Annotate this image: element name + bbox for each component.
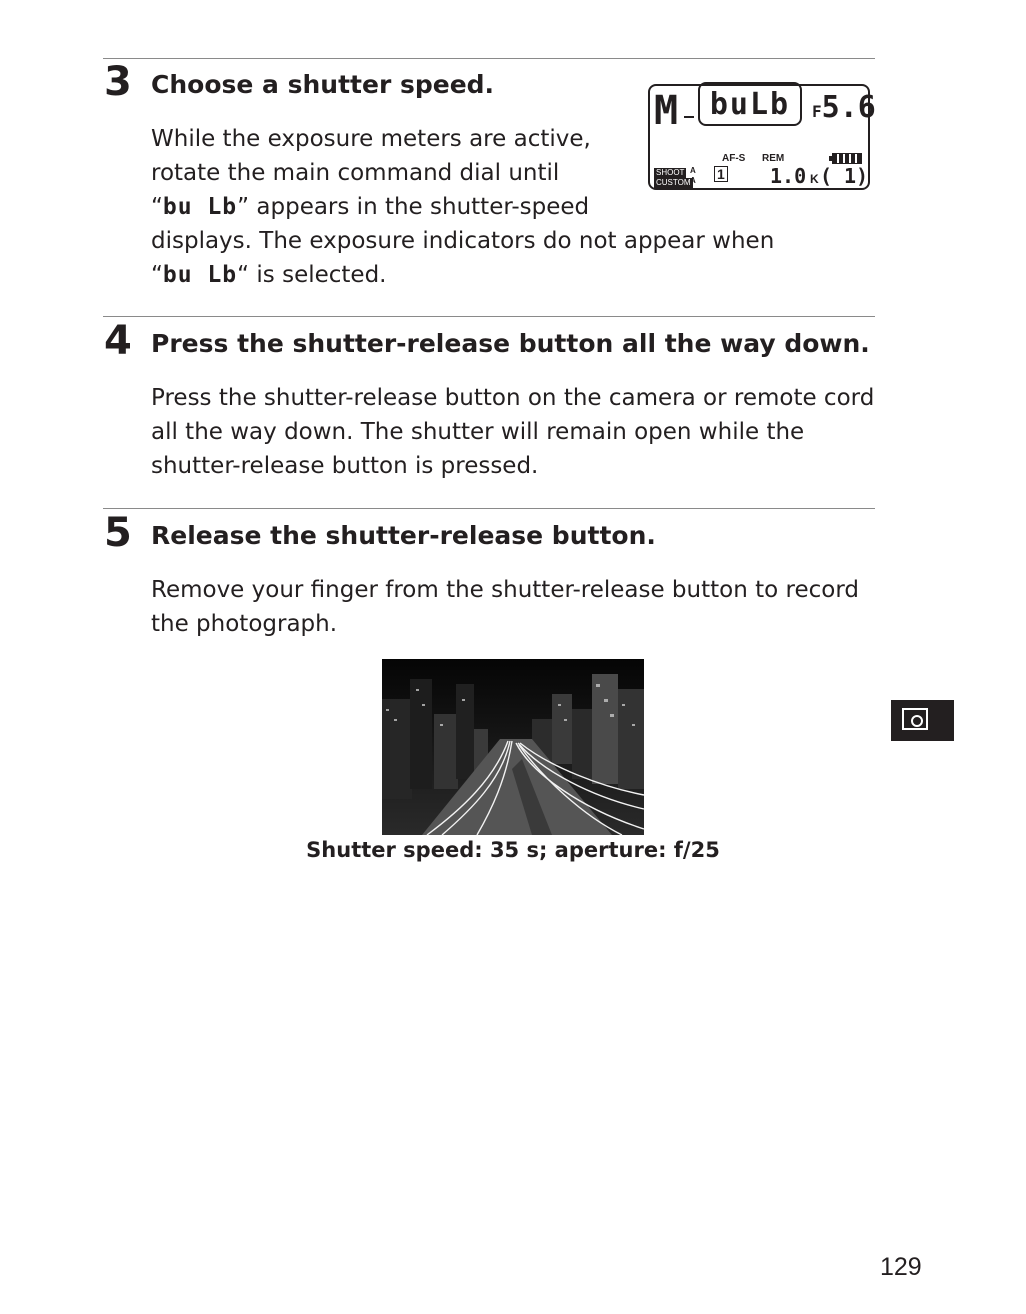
control-panel-illustration (648, 84, 876, 190)
lcd-shutter-speed: buLb (698, 82, 802, 126)
page-number: 129 (880, 1253, 922, 1281)
divider (103, 316, 875, 317)
quote-mark: “ (151, 194, 163, 220)
step-title: Release the shutter-release button. (151, 521, 656, 550)
lcd-frame: 1) (844, 164, 869, 188)
lcd-aperture-value: 5.6 (821, 90, 876, 125)
shooting-mode-icon (902, 708, 928, 730)
photo-caption: Shutter speed: 35 s; aperture: f/25 (306, 838, 720, 862)
body-line: shutter-release button is pressed. (151, 453, 539, 479)
step-number: 5 (104, 510, 132, 556)
step-number: 4 (104, 318, 132, 364)
lcd-mode: M (654, 88, 679, 134)
night-highway-photo (382, 659, 644, 835)
body-line: the photograph. (151, 611, 338, 637)
lcd-custom-bank: A (690, 176, 696, 185)
body-text: “ is selected. (237, 262, 387, 288)
lcd-custom-label: CUSTOM (656, 178, 691, 187)
memory-card-icon: 1 (714, 166, 728, 182)
body-line (151, 258, 774, 292)
divider-top (103, 58, 875, 59)
body-line (151, 190, 774, 224)
lcd-aperture-prefix: F (812, 102, 822, 121)
quote-mark: “ (151, 262, 163, 288)
lcd-release-mode: REM (762, 153, 785, 164)
lcd-remaining: 1.0 (770, 164, 807, 188)
lcd-dash (684, 116, 694, 118)
step-body (151, 573, 859, 641)
body-line: While the exposure meters are active, (151, 126, 591, 152)
lcd-remaining-unit: K (810, 172, 819, 186)
photo-illustration (382, 659, 644, 835)
body-line: displays. The exposure indicators do not appear when (151, 228, 775, 254)
bulb-glyph: bu Lb (162, 262, 238, 288)
step-title: Choose a shutter speed. (151, 70, 495, 99)
lcd-shoot-bank: A (690, 166, 696, 175)
section-tab (891, 700, 954, 741)
step-title: Press the shutter-release button all the way down. (151, 329, 870, 358)
lcd-af-mode: AF-S (722, 153, 746, 164)
body-line: Press the shutter-release button on the camera or remote cord (151, 385, 875, 411)
step-number: 3 (104, 59, 132, 105)
battery-icon (832, 153, 862, 164)
divider (103, 508, 875, 509)
bulb-glyph: bu Lb (162, 194, 238, 220)
lcd-shoot-label: SHOOT (656, 168, 685, 177)
body-line: rotate the main command dial until (151, 160, 560, 186)
step-body (151, 381, 874, 483)
lcd-aperture (812, 90, 876, 125)
body-line: Remove your finger from the shutter-release button to record (151, 577, 859, 603)
lcd-bracket: ( (820, 164, 833, 188)
body-text: ” appears in the shutter-speed (237, 194, 590, 220)
body-line: all the way down. The shutter will remain open while the (151, 419, 805, 445)
